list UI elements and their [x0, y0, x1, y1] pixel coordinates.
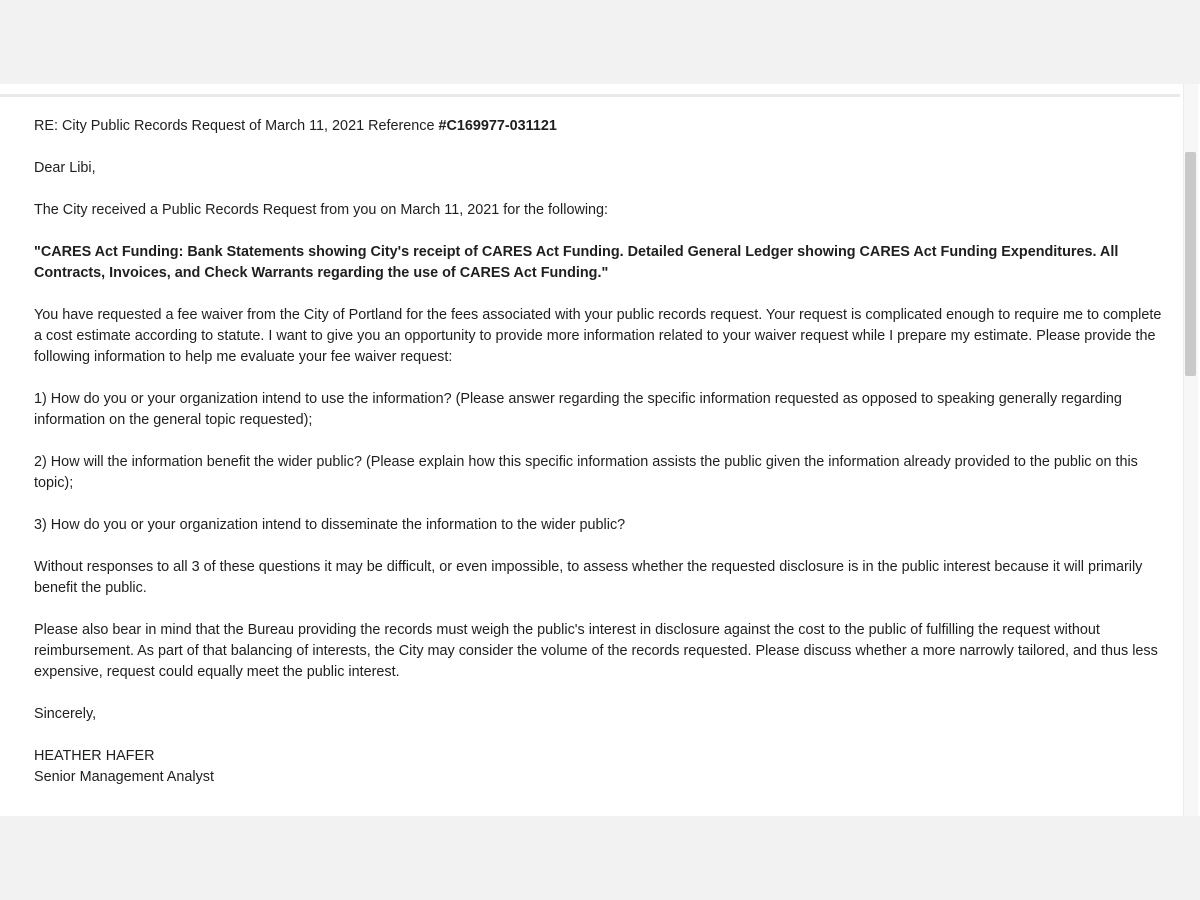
signature-title: Senior Management Analyst: [34, 769, 214, 785]
without-responses-paragraph: Without responses to all 3 of these questions it may be difficult, or even impossible, to assess whether the requested disclosure is in the public interest because it will primarily benefit the public.: [34, 559, 1143, 596]
question-1: 1) How do you or your organization intend to use the information? (Please answer regarding the specific information requested as opposed to speaking generally regarding information on the general topic requested);: [34, 391, 1122, 428]
email-body: [34, 116, 1164, 809]
email-viewer: [0, 84, 1200, 816]
header-divider: [0, 94, 1180, 97]
reference-number: #C169977-031121: [438, 118, 557, 134]
greeting: Dear Libi,: [34, 160, 96, 176]
signature-block: [34, 746, 1164, 788]
vertical-scrollbar-thumb[interactable]: [1185, 152, 1196, 376]
fee-waiver-paragraph: You have requested a fee waiver from the City of Portland for the fees associated with your public records request. Your request is complicated enough to require me to complete a cost estimate according to statute. I want to give you an opportunity to provide more information related to your waiver request while I prepare my estimate. Please provide the following information to help me evaluate your fee waiver request:: [34, 307, 1162, 365]
signature-name: HEATHER HAFER: [34, 748, 155, 764]
question-3: 3) How do you or your organization intend to disseminate the information to the wider public?: [34, 517, 626, 533]
bottom-background: [0, 816, 1200, 900]
request-quote: "CARES Act Funding: Bank Statements showing City's receipt of CARES Act Funding. Detailed General Ledger showing CARES Act Funding Expenditures. All Contracts, Invoices, and Check Warrants regarding the use of CARES Act Funding.": [34, 244, 1119, 281]
question-2: 2) How will the information benefit the wider public? (Please explain how this specific information assists the public given the information already provided to the public on this topic);: [34, 454, 1138, 491]
bear-in-mind-paragraph: Please also bear in mind that the Bureau providing the records must weigh the public's interest in disclosure against the cost to the public of fulfilling the request without reimbursement. As part of that balancing of interests, the City may consider the volume of the records requested. Please discuss whether a more narrowly tailored, and thus less expensive, request could equally meet the public interest.: [34, 622, 1158, 680]
top-background: [0, 0, 1200, 84]
subject-prefix: RE: City Public Records Request of March 11, 2021 Reference: [34, 118, 439, 134]
intro-paragraph: The City received a Public Records Request from you on March 11, 2021 for the following:: [34, 202, 609, 218]
closing: Sincerely,: [34, 706, 97, 722]
subject-line: [34, 116, 1164, 137]
